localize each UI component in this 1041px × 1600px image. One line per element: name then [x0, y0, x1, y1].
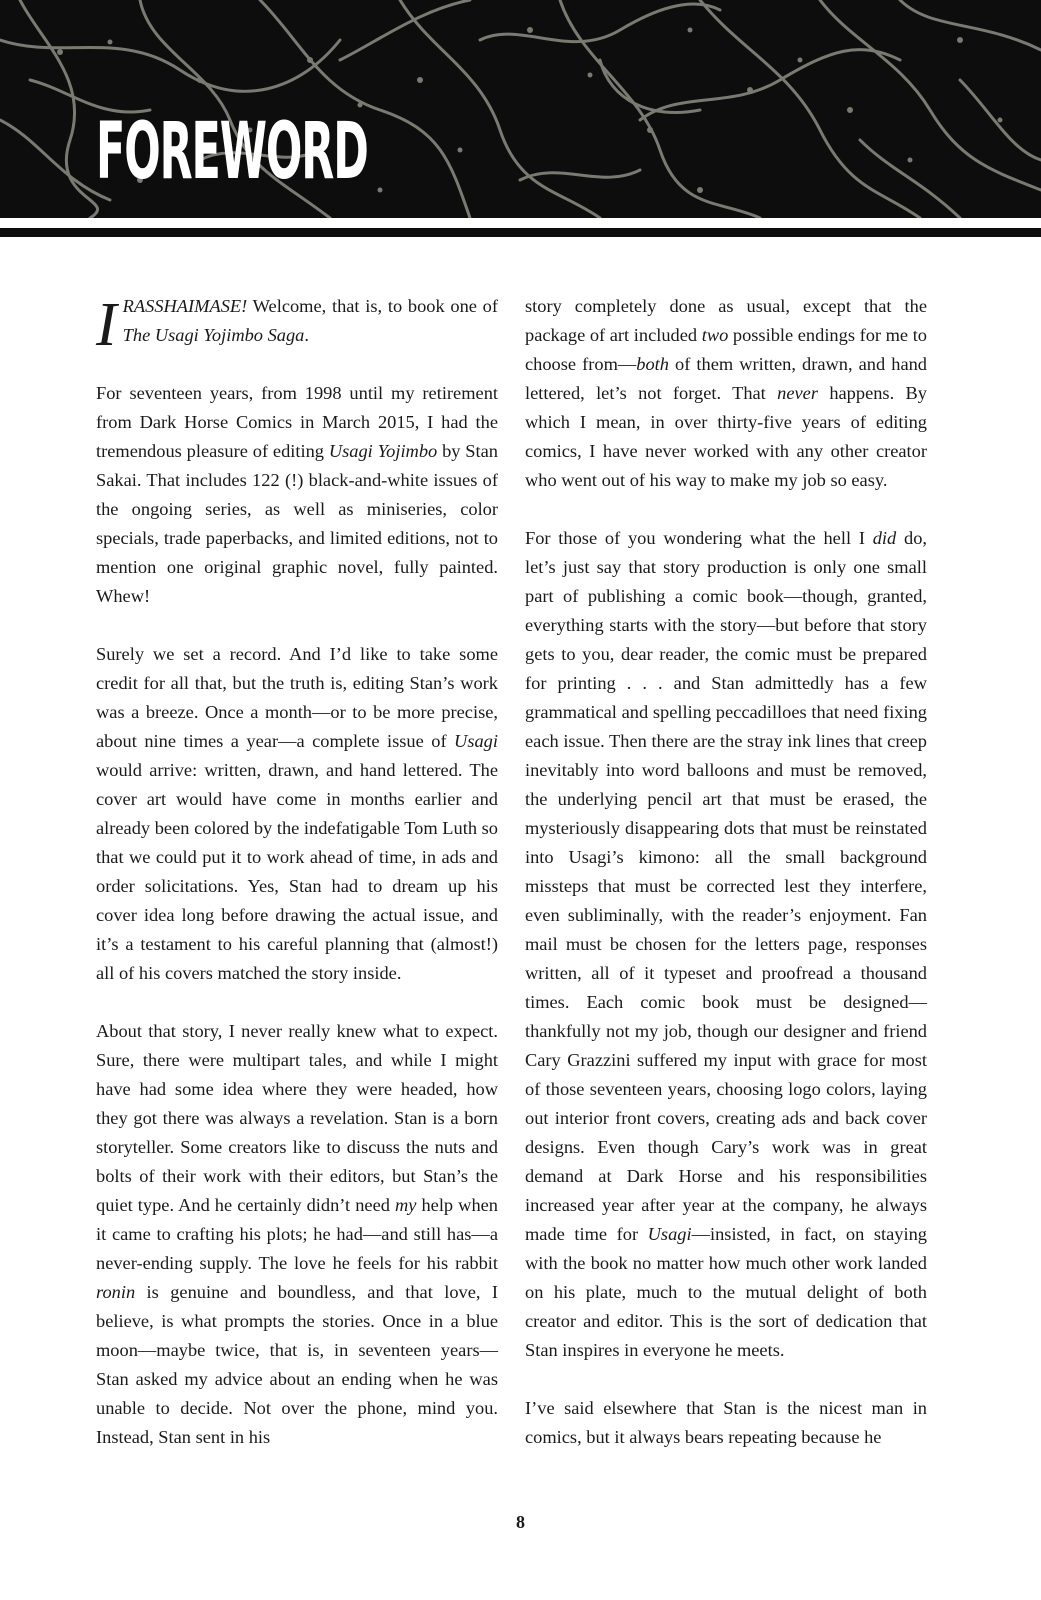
paragraph [525, 292, 927, 495]
italic-run: Usagi Yojimbo [328, 441, 438, 461]
text-run: . [304, 325, 309, 345]
italic-run: never [777, 383, 818, 403]
text-run: of them written, drawn, and hand lettered, let’s not forget. That [525, 354, 927, 403]
intro-italic: RASSHAIMASE! [122, 296, 248, 316]
paragraph [525, 524, 927, 1365]
text-run: happens. By which I mean, in over thirty-five years of editing comics, I have never worked with any other creator who went out of his way to make my job so easy. [525, 383, 927, 490]
text-run: story completely done as usual, except that the package of art included [525, 296, 927, 345]
page-title: FOREWORD [96, 107, 368, 197]
paragraph [96, 291, 498, 359]
text-run: help when it came to crafting his plots; he had—and still has—a never-ending supply. The love he feels for his rabbit [96, 1195, 498, 1273]
text-run: Surely we set a record. And I’d like to take some credit for all that, but the truth is, editing Stan’s work was a breeze. Once a month—or to be more precise, about nine times a year—a complete issue of [96, 644, 498, 751]
italic-run: ronin [96, 1282, 136, 1302]
text-run: For those of you wondering what the hell I [525, 528, 873, 548]
text-run: For seventeen years, from 1998 until my retirement from Dark Horse Comics in March 2015, I had the tremendous pleasure of editing [96, 383, 498, 461]
italic-run: Usagi [647, 1224, 692, 1244]
paragraph [96, 379, 498, 611]
divider [0, 228, 1041, 237]
text-run: do, let’s just say that story production is only one small part of publishing a comic book—though, granted, everything starts with the story—but before that story gets to you, dear reader, the comic must be prepared for printing . . . and Stan admittedly has a few grammatical and spelling peccadilloes that need fixing each issue. Then there are the stray ink lines that creep inevitably into word balloons and must be removed, the underlying pencil art that must be erased, the mysteriously disappearing dots that must be reinstated into Usagi’s kimono: all the small background missteps that must be corrected lest they interfere, even subliminally, with the reader’s enjoyment. Fan mail must be chosen for the letters page, responses written, all of it typeset and proofread a thousand times. Each comic book must be designed—thankfully not my job, though our designer and friend Cary Grazzini suffered my input with grace for most of those seventeen years, choosing logo colors, laying out interior front covers, creating ads and back cover designs. Even though Cary’s work was in great demand at Dark Horse and his responsibilities increased year after year at the company, he always made time for [525, 528, 927, 1244]
italic-run: two [701, 325, 729, 345]
divider [0, 218, 1041, 222]
italic-run: my [394, 1195, 417, 1215]
paragraph [96, 640, 498, 988]
text-run: would arrive: written, drawn, and hand lettered. The cover art would have come in months earlier and already been colored by the indefatigable Tom Luth so that we could put it to work ahead of time, in ads and order solicitations. Yes, Stan had to dream up his cover idea long before drawing the actual issue, and it’s a testament to his careful planning that (almost!) all of his covers matched the story inside. [96, 760, 498, 983]
text-run: Welcome, that is, to book one of [247, 296, 498, 316]
italic-run: did [872, 528, 897, 548]
header-banner [0, 0, 1041, 218]
text-run: by Stan Sakai. That includes 122 (!) black-and-white issues of the ongoing series, as well as miniseries, color specials, trade paperbacks, and limited editions, not to mention one original graphic novel, fully painted. Whew! [96, 441, 498, 606]
text-run: —insisted, in fact, on staying with the book no matter how much other work landed on his plate, much to the mutual delight of both creator and editor. This is the sort of dedication that Stan inspires in everyone he meets. [525, 1224, 927, 1360]
page-number: 8 [516, 1512, 525, 1532]
right-column [525, 292, 927, 1481]
text-run: About that story, I never really knew what to expect. Sure, there were multipart tales, and while I might have had some idea where they were headed, how they got there was always a revelation. Stan is a born storyteller. Some creators like to discuss the nuts and bolts of their work with their editors, but Stan’s the quiet type. And he certainly didn’t need [96, 1021, 498, 1215]
text-run: possible endings for me to choose from— [525, 325, 928, 374]
drop-cap: I [96, 291, 117, 359]
paragraph: I’ve said elsewhere that Stan is the nicest man in comics, but it always bears repeating because he [525, 1398, 927, 1447]
italic-run: both [636, 354, 669, 374]
left-column [96, 292, 498, 1481]
italic-run: Usagi [454, 731, 498, 751]
paragraph [96, 1017, 498, 1452]
book-title: The Usagi Yojimbo Saga [122, 325, 305, 345]
text-run: is genuine and boundless, and that love, I believe, is what prompts the stories. Once in a blue moon—maybe twice, that is, in seventeen years—Stan asked my advice about an ending when he was unable to decide. Not over the phone, mind you. Instead, Stan sent in his [96, 1282, 498, 1447]
